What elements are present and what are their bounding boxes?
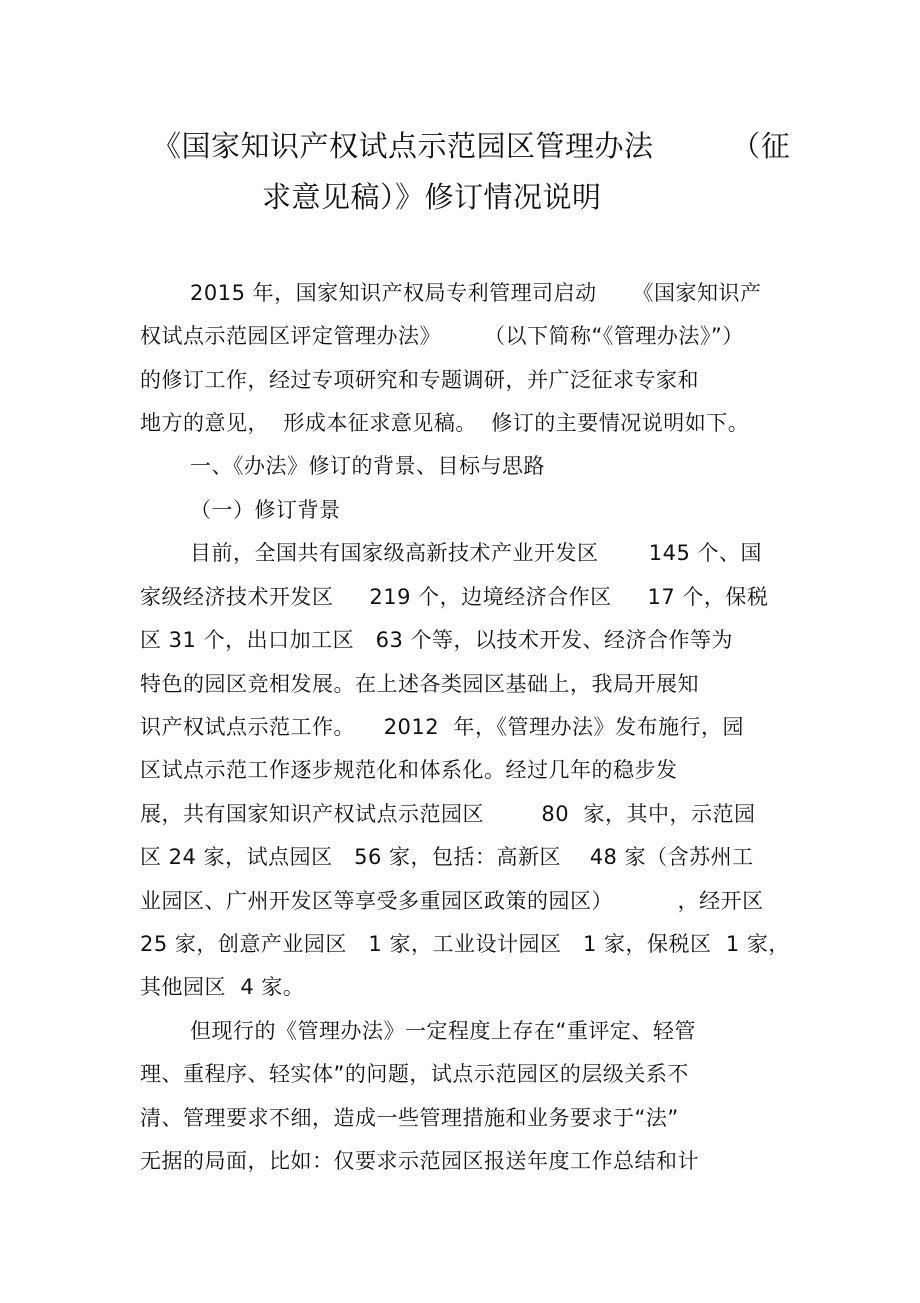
paragraph-line: 区 24 家，试点园区 56 家，包括：高新区 48 家（含苏州工 <box>140 845 754 869</box>
paragraph-line: 特色的园区竞相发展。在上述各类园区基础上，我局开展知 <box>140 672 699 696</box>
paragraph-line: 识产权试点示范工作。 2012 年，《管理办法》发布施行，园 <box>140 715 744 739</box>
paragraph-line: 但现行的《管理办法》一定程度上存在“重评定、轻管 <box>190 1019 696 1043</box>
paragraph-line: 权试点示范园区评定管理办法》 （以下简称“《管理办法》”） <box>140 324 744 348</box>
paragraph-line: 地方的意见， 形成本征求意见稿。 修订的主要情况说明如下。 <box>140 411 750 435</box>
paragraph-line: 其他园区 4 家。 <box>140 975 305 999</box>
document-title-line-1: 《国家知识产权试点示范园区管理办法 （征 <box>152 129 791 163</box>
paragraph-line: 展，共有国家知识产权试点示范园区 80 家，其中，示范园 <box>140 802 756 826</box>
paragraph-line: 区 31 个，出口加工区 63 个等，以技术开发、经济合作等为 <box>140 628 733 652</box>
subsection-heading: （一）修订背景 <box>190 498 341 522</box>
paragraph-line: 无据的局面，比如：仅要求示范园区报送年度工作总结和计 <box>140 1149 699 1173</box>
paragraph-line: 目前，全国共有国家级高新技术产业开发区 145 个、国 <box>190 541 762 565</box>
paragraph-line: 25 家，创意产业园区 1 家，工业设计园区 1 家，保税区 1 家， <box>140 932 790 956</box>
section-heading: 一、《办法》修订的背景、目标与思路 <box>190 454 545 478</box>
paragraph-line: 业园区、广州开发区等享受多重园区政策的园区） ，经开区 <box>140 889 764 913</box>
paragraph-line: 家级经济技术开发区 219 个，边境经济合作区 17 个，保税 <box>140 585 769 609</box>
paragraph-line: 的修订工作，经过专项研究和专题调研，并广泛征求专家和 <box>140 368 699 392</box>
paragraph-line: 理、重程序、轻实体”的问题，试点示范园区的层级关系不 <box>140 1062 689 1086</box>
document-title-line-2: 求意见稿）》修订情况说明 <box>262 180 602 214</box>
paragraph-line: 2015 年，国家知识产权局专利管理司启动 《国家知识产 <box>190 281 762 305</box>
paragraph-line: 区试点示范工作逐步规范化和体系化。经过几年的稳步发 <box>140 758 678 782</box>
paragraph-line: 清、管理要求不细，造成一些管理措施和业务要求于“法” <box>140 1106 679 1130</box>
